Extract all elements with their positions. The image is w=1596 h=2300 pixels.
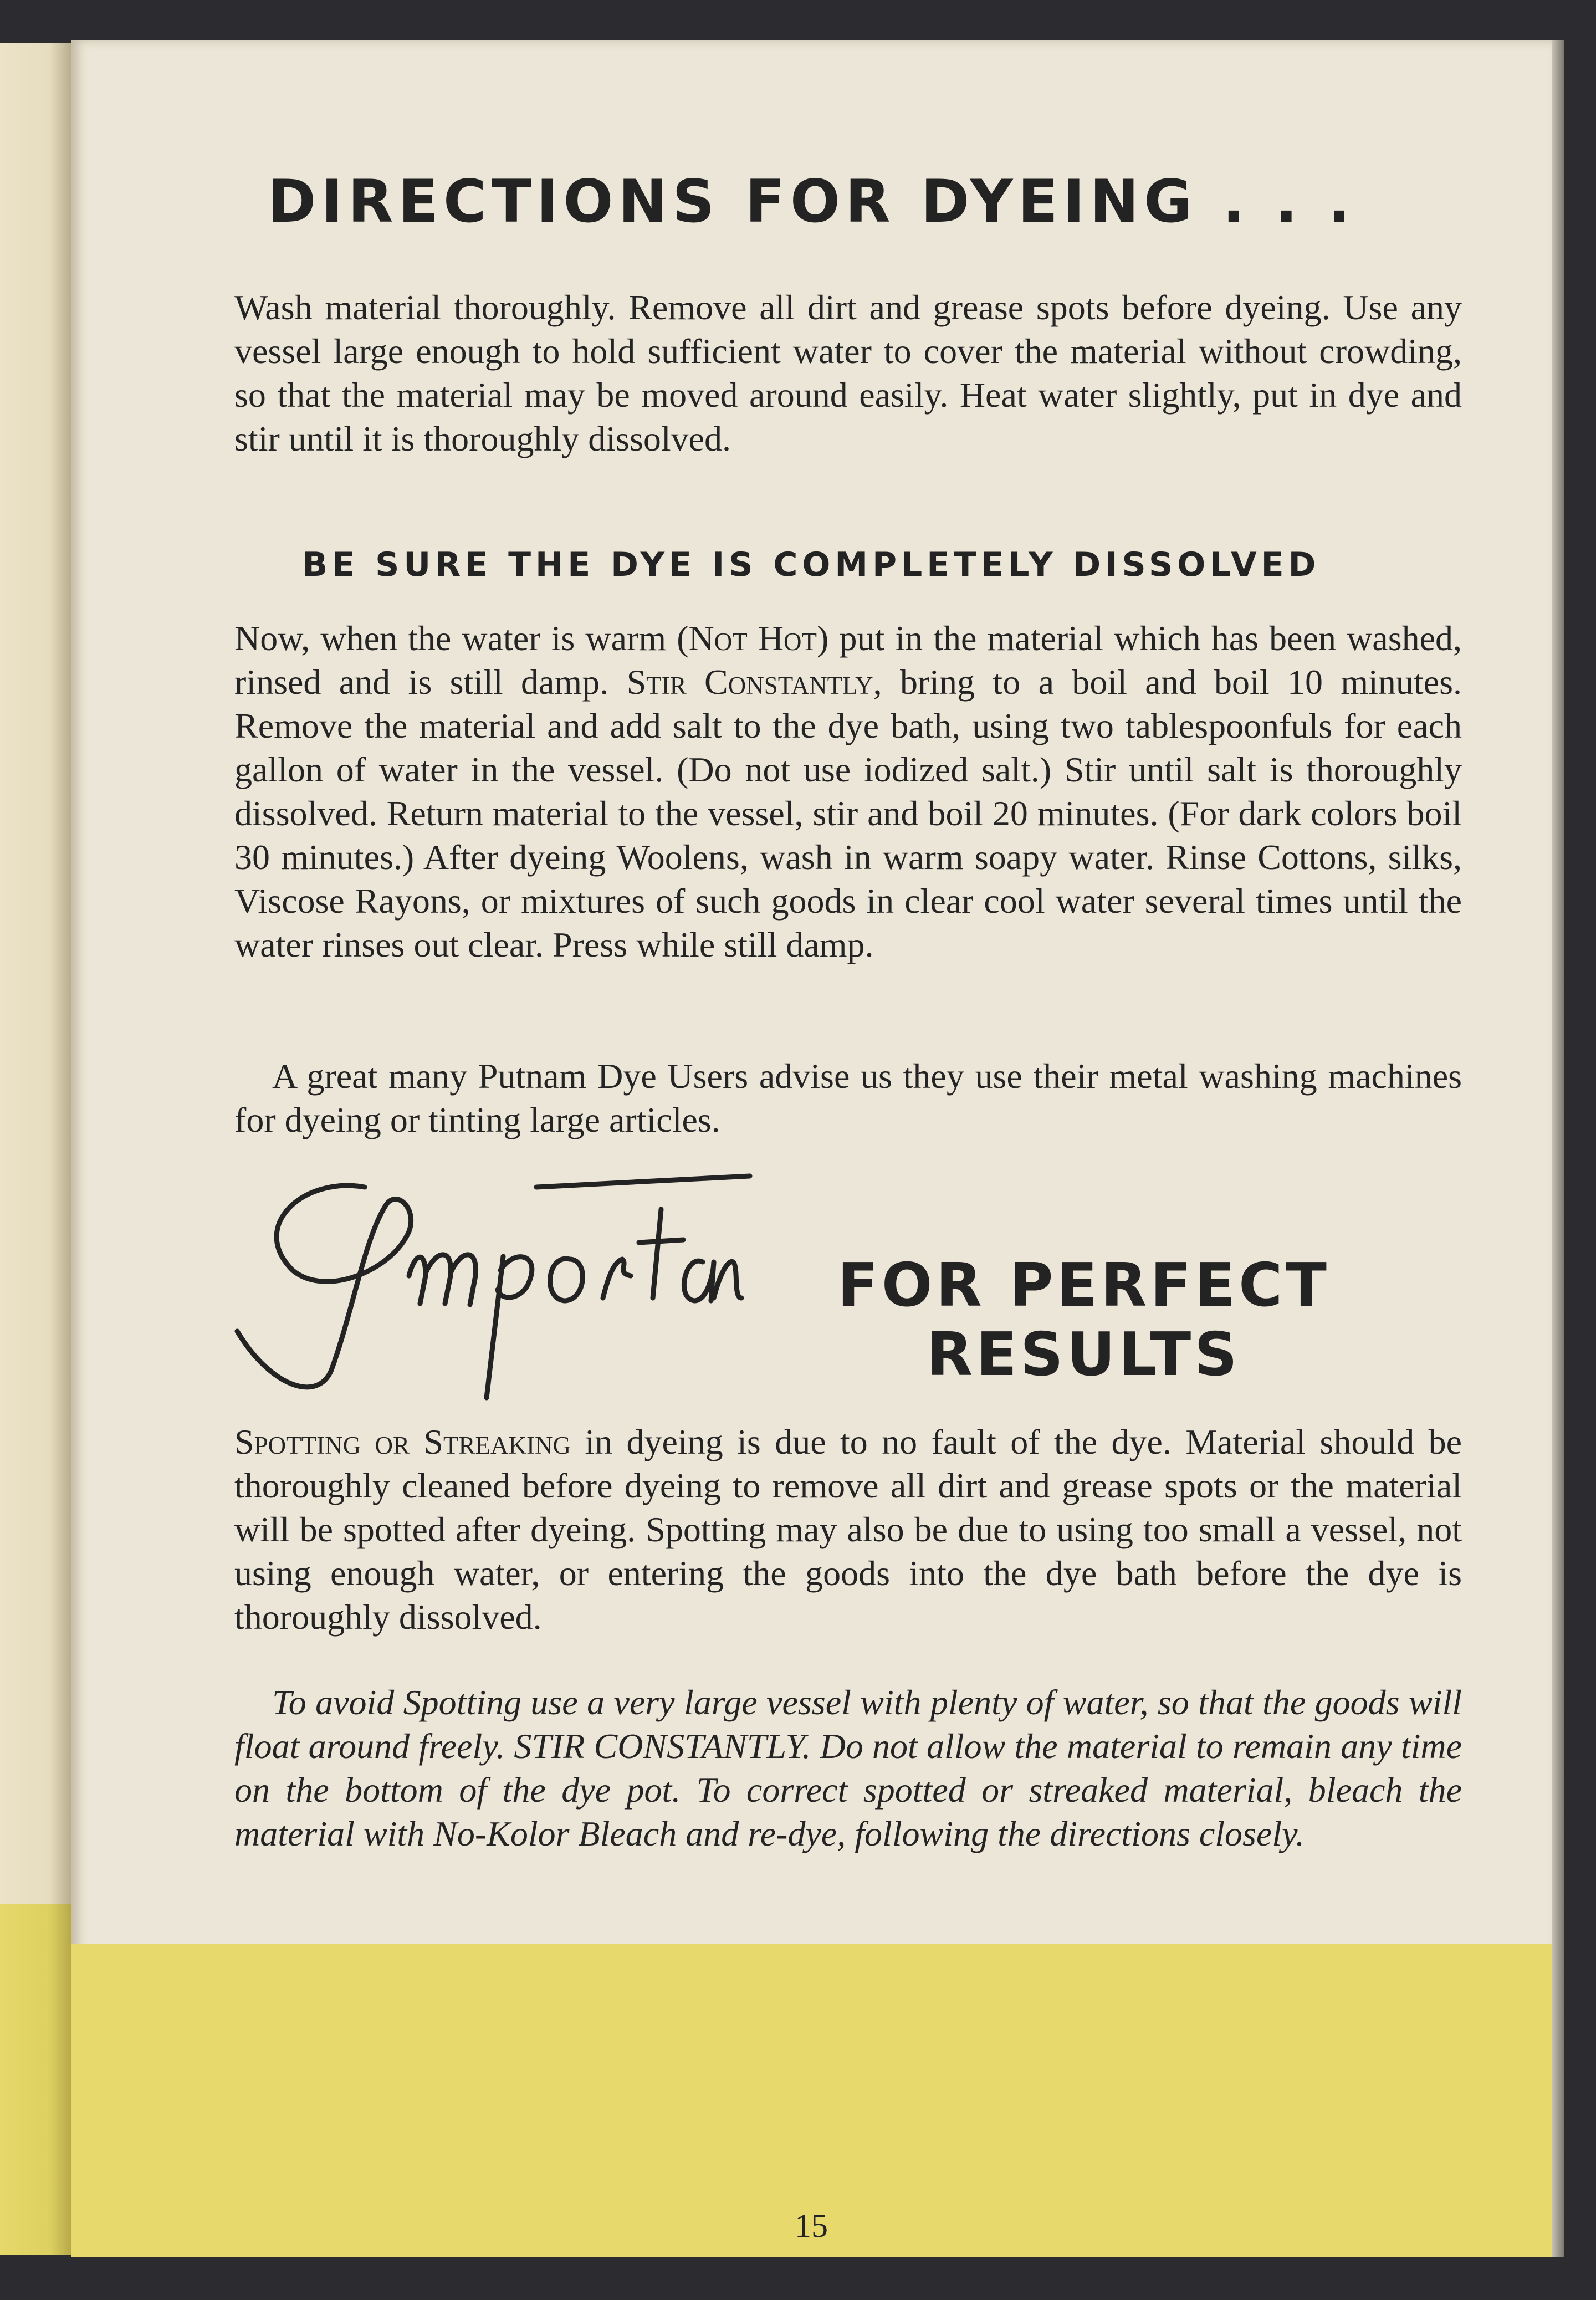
washing-machine-paragraph: A great many Putnam Dye Users advise us they use their metal washing machines for dyeing or tinting large articles.	[234, 1056, 1462, 1139]
text-run: in dyeing is due to no fault of the dye. Material should be thoroughly cleaned before dyeing to remove all dirt and grease spots or the material will be spotted after dyeing. Spotting may also be due to using too small a vessel, not using enough water, or entering the goods into the dye bath before the dye is thoroughly dissolved.	[234, 1422, 1462, 1637]
section-subheading: BE SURE THE DYE IS COMPLETELY DISSOLVED	[302, 545, 1321, 584]
left-page-yellow-band	[0, 1904, 71, 2255]
text-run: ) put in the material which has been washed, rinsed and is still damp.	[234, 619, 1462, 702]
booklet-page	[71, 40, 1552, 2257]
text-run: , bring to a boil and boil 10 minutes. Remove the material and add salt to the dye bath, using two tablespoonfuls for each gallon of water in the vessel. (Do not use iodized salt.) Stir until salt is thoroughly dissolved. Return material to the vessel, stir and boil 20 minutes. (For dark colors boil 30 minutes.) After dyeing Woolens, wash in warm soapy water. Rinse Cottons, silks, Viscose Rayons, or mixtures of such goods in clear cool water several times until the water rinses out clear. Press while still damp.	[234, 662, 1462, 964]
text-run: Now, when the water is warm (	[234, 619, 689, 658]
spotting-streaking-emphasis: Spotting or Streaking	[234, 1422, 571, 1461]
washing-paragraph: Wash material thoroughly. Remove all dirt and grease spots before dyeing. Use any vessel large enough to hold sufficient water to cover the material without crowding, so that the material may be moved around easily. Heat water slightly, put in dye and stir until it is thoroughly dissolved.	[234, 288, 1462, 458]
not-hot-emphasis: Not Hot	[688, 619, 817, 658]
page-right-edge	[1552, 40, 1564, 2257]
perfect-results-heading: FOR PERFECT RESULTS	[837, 1251, 1330, 1389]
stir-constantly-emphasis: Stir Constantly	[626, 662, 873, 702]
spotting-paragraph	[234, 1420, 1462, 1639]
page-number: 15	[795, 2207, 828, 2244]
important-script-lettering	[226, 1165, 753, 1409]
page-title: DIRECTIONS FOR DYEING . . .	[267, 167, 1355, 236]
avoid-spotting-paragraph: To avoid Spotting use a very large vessel with plenty of water, so that the goods will float around freely. STIR CONSTANTLY. Do not allow the material to remain any time on the bottom of the dye pot. To correct spotted or streaked material, bleach the material with No-Kolor Bleach and re-dye, following the directions closely.	[234, 1683, 1462, 1853]
dyeing-paragraph	[234, 616, 1462, 967]
